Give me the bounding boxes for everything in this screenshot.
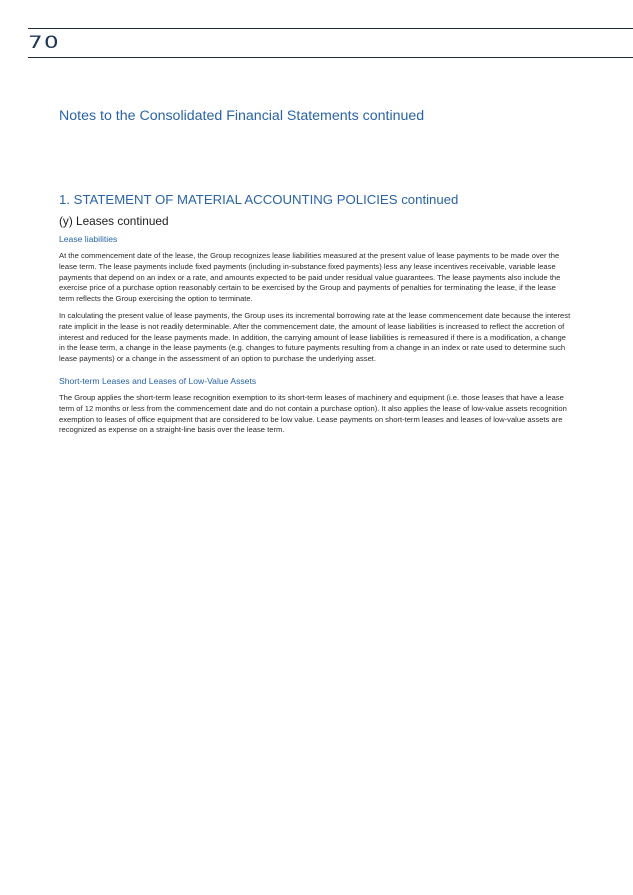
short-term-leases-paragraph: The Group applies the short-term lease recognition exemption to its short-term leases of machinery and equipment (i.e. those leases that have a lease term of 12 months or less from the commencement date and do not contain a purchase option). It also applies the lease of low-value assets recognition exemption to leases of office equipment that are considered to be low value. Lease payments on short-term leases and leases of low-value assets are recognized as expense on a straight-line basis over the lease term. (59, 392, 567, 435)
header-bottom-rule (28, 57, 633, 58)
notes-title: Notes to the Consolidated Financial Statements continued (59, 108, 425, 124)
page-content (59, 106, 573, 442)
lease-liabilities-paragraph-2: In calculating the present value of lease payments, the Group uses its incremental borrowing rate at the lease commencement date because the interest rate implicit in the lease is not readily determinable. After the commencement date, the amount of lease liabilities is increased to reflect the accretion of interest and reduced for the lease payments made. In addition, the carrying amount of lease liabilities is remeasured if there is a modification, a change in the lease term, a change in the lease payments (e.g. changes to future payments resulting from a change in an index or rate used to determine such lease payments) or a change in the assessment of an option to purchase the underlying asset. (59, 310, 571, 364)
section-heading: 1. STATEMENT OF MATERIAL ACCOUNTING POLICIES continued (59, 192, 459, 207)
page-number: 70 (28, 33, 60, 53)
section-subheading: (y) Leases continued (59, 214, 169, 228)
lease-liabilities-paragraph-1: At the commencement date of the lease, the Group recognizes lease liabilities measured at the present value of lease payments to be made over the lease term. The lease payments include fixed payments (including in-substance fixed payments) less any lease incentives receivable, variable lease payments that depend on an index or a rate, and amounts expected to be paid under residual value guarantees. The lease payments also include the exercise price of a purchase option reasonably certain to be exercised by the Group and payments of penalties for terminating the lease, if the lease term reflects the Group exercising the option to terminate. (59, 251, 561, 304)
header-top-rule (28, 28, 633, 29)
short-term-leases-heading: Short-term Leases and Leases of Low-Value Assets (59, 375, 257, 386)
lease-liabilities-heading: Lease liabilities (59, 234, 118, 244)
